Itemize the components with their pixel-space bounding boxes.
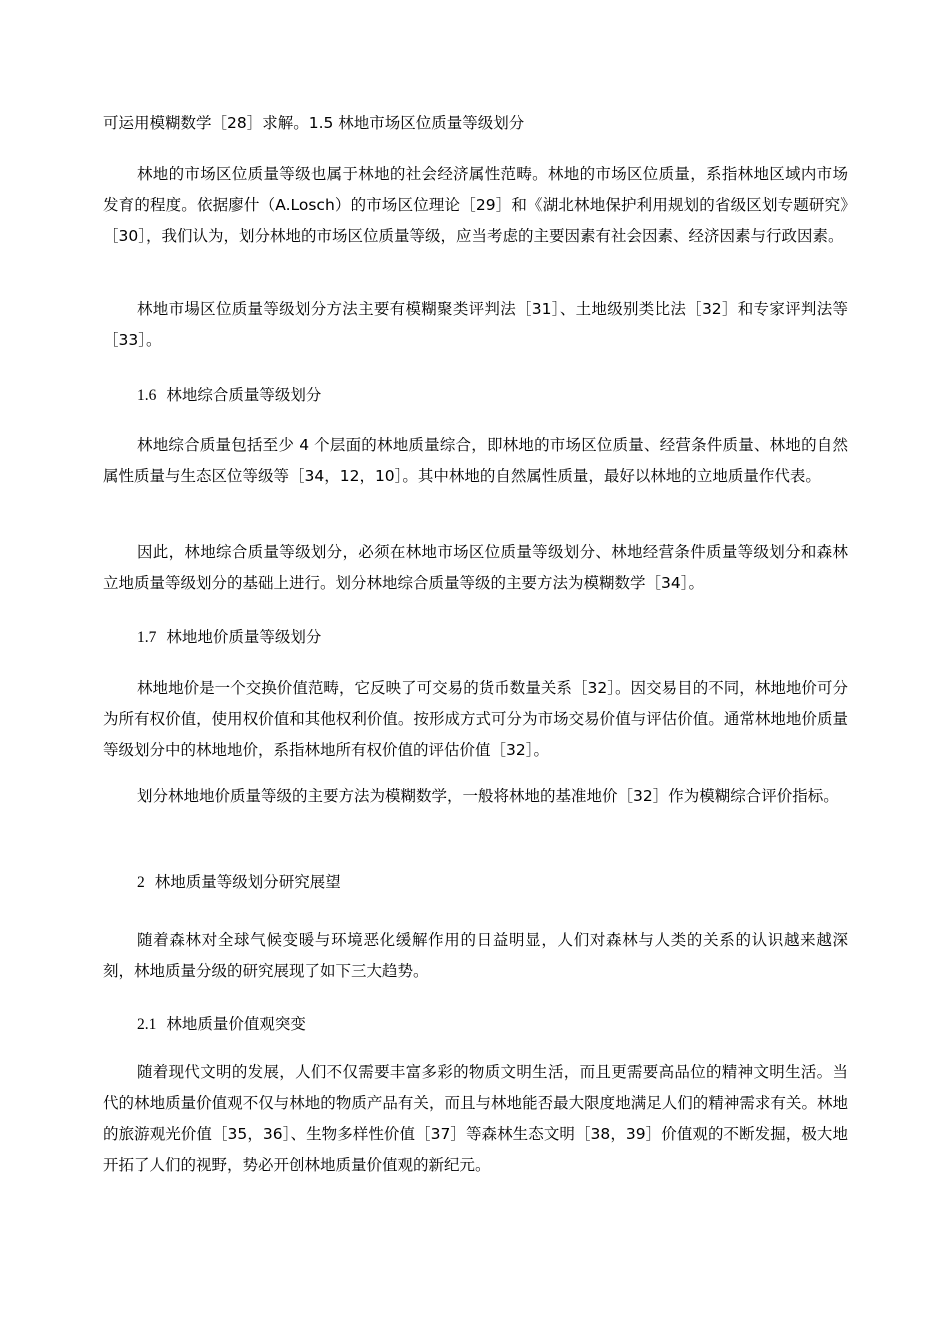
paragraph-6: 林地地价是一个交换价值范畴，它反映了可交易的货币数量关系［32］。因交易目的不同，林地地价可分为所有权价值，使用权价值和其他权利价值。按形成方式可分为市场交易价值与评估价值。通常林地地价质量等级划分中的林地地价，系指林地所有权价值的评估价值［32］。 bbox=[103, 679, 848, 759]
paragraph-5: 因此，林地综合质量等级划分，必须在林地市场区位质量等级划分、林地经营条件质量等级划分和森林立地质量等级划分的基础上进行。划分林地综合质量等级的主要方法为模糊数学［34］。 bbox=[103, 543, 848, 592]
section-heading-2-1 bbox=[137, 1009, 306, 1040]
section-heading-1-7 bbox=[137, 622, 321, 653]
section-title: 林地地价质量等级划分 bbox=[166, 628, 322, 646]
paragraph-9: 随着现代文明的发展，人们不仅需要丰富多彩的物质文明生活，而且更需要高品位的精神文明生活。当代的林地质量价值观不仅与林地的物质产品有关，而且与林地能否最大限度地满足人们的精神需求有关。林地的旅游观光价值［35，36］、生物多样性价值［37］等森林生态文明［38，39］价值观的不断发掘，极大地开拓了人们的视野，势必开创林地质量价值观的新纪元。 bbox=[103, 1063, 848, 1174]
paragraph-4: 林地综合质量包括至少 4 个层面的林地质量综合，即林地的市场区位质量、经营条件质量、林地的自然属性质量与生态区位等级等［34，12，10］。其中林地的自然属性质量，最好以林地的立地质量作代表。 bbox=[103, 436, 848, 485]
section-number: 1.7 bbox=[137, 629, 157, 646]
paragraph-1: 可运用模糊数学［28］求解。1.5 林地市场区位质量等级划分 bbox=[103, 114, 525, 132]
section-number: 2.1 bbox=[137, 1016, 157, 1033]
section-title: 林地质量等级划分研究展望 bbox=[154, 873, 341, 891]
paragraph-8: 随着森林对全球气候变暖与环境恶化缓解作用的日益明显，人们对森林与人类的关系的认识越来越深刻，林地质量分级的研究展现了如下三大趋势。 bbox=[103, 931, 848, 980]
section-number: 1.6 bbox=[137, 387, 157, 404]
section-title: 林地综合质量等级划分 bbox=[166, 386, 322, 404]
section-title: 林地质量价值观突变 bbox=[166, 1015, 306, 1033]
paragraph-2: 林地的市场区位质量等级也属于林地的社会经济属性范畴。林地的市场区位质量，系指林地区域内市场发育的程度。依据廖什（A.Losch）的市场区位理论［29］和《湖北林地保护利用规划的省级区划专题研究》［30］，我们认为，划分林地的市场区位质量等级，应当考虑的主要因素有社会因素、经济因素与行政因素。 bbox=[103, 165, 848, 245]
paragraph-3: 林地市場区位质量等级划分方法主要有模糊聚类评判法［31］、土地级别类比法［32］和专家评判法等［33］。 bbox=[103, 300, 848, 349]
section-heading-2 bbox=[137, 867, 341, 898]
section-heading-1-6 bbox=[137, 380, 321, 411]
section-number: 2 bbox=[137, 874, 145, 891]
paragraph-7: 划分林地地价质量等级的主要方法为模糊数学，一般将林地的基准地价［32］作为模糊综合评价指标。 bbox=[137, 787, 839, 805]
